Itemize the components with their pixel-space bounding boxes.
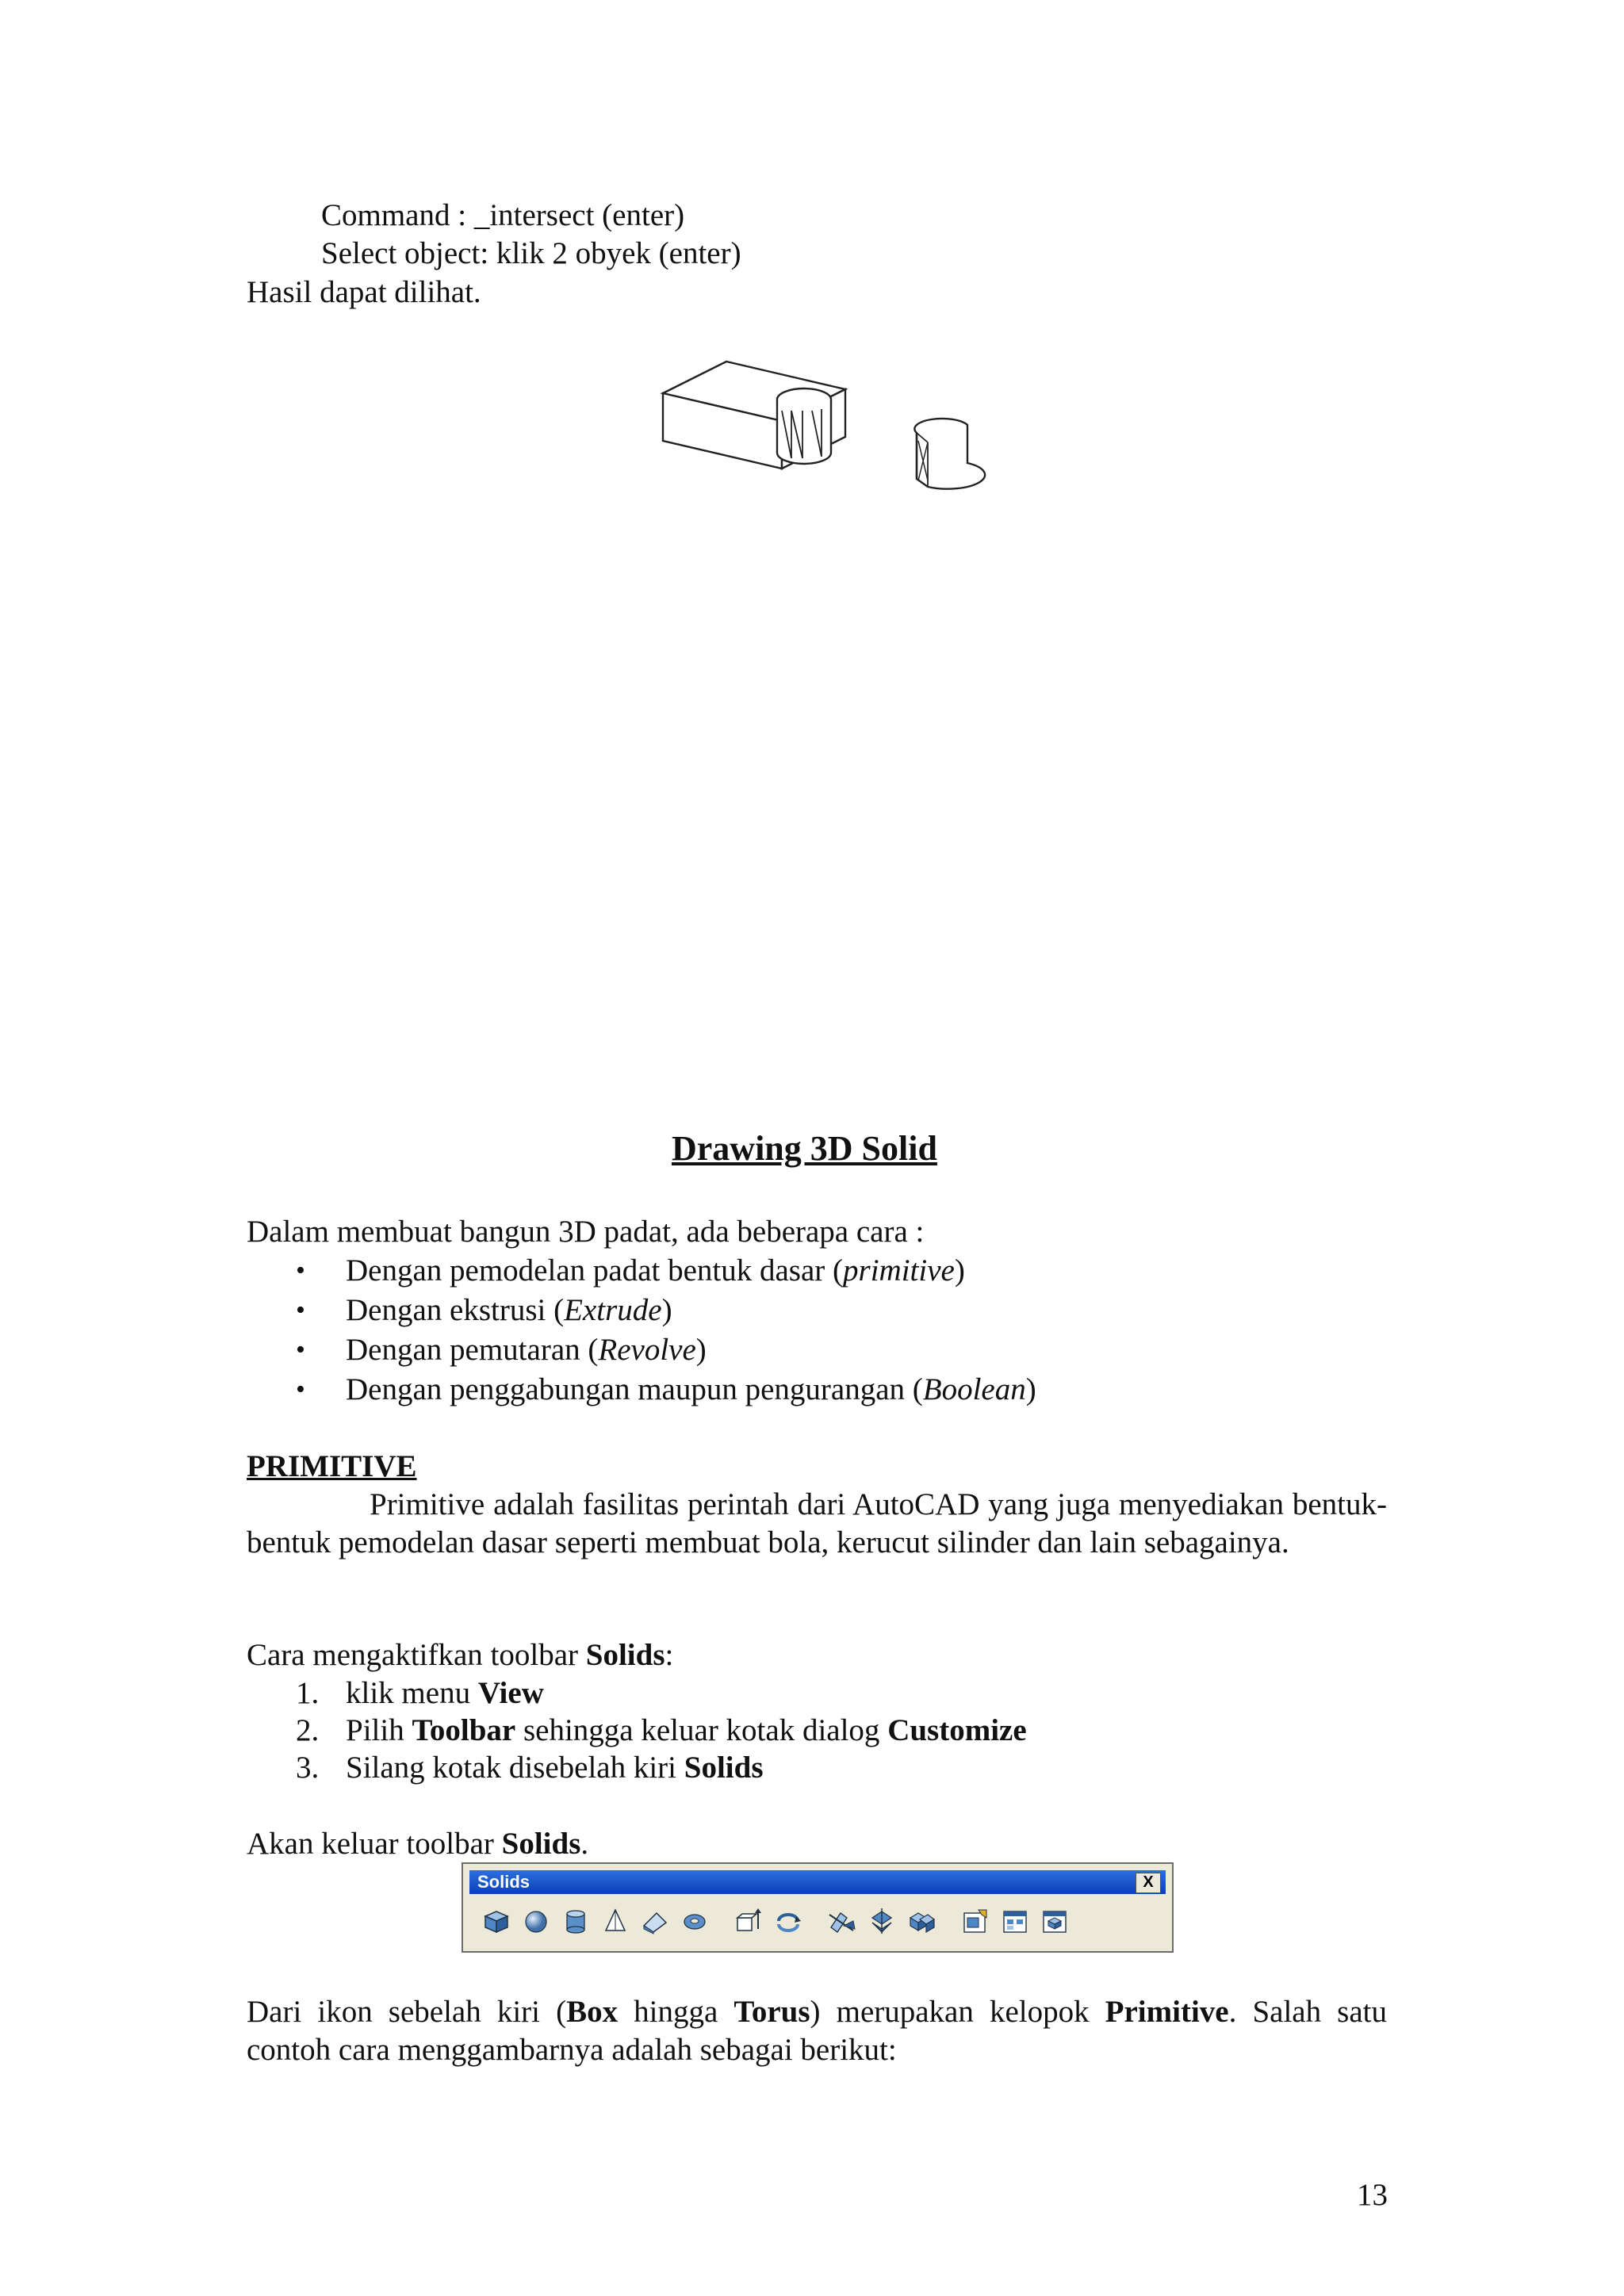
list-item: • Dengan pemutaran (Revolve): [247, 1330, 1036, 1370]
page-number: 13: [1357, 2178, 1388, 2212]
page-title: Drawing 3D Solid: [672, 1129, 937, 1168]
toolbar-titlebar: [469, 1870, 1166, 1894]
list-item: • Dengan penggabungan maupun pengurangan (Boolean): [247, 1370, 1036, 1410]
activation-lead: Cara mengaktifkan toolbar Solids:: [247, 1638, 674, 1672]
extrude-icon[interactable]: [733, 1905, 764, 1937]
wedge-icon[interactable]: [639, 1905, 671, 1937]
methods-list: [247, 1251, 1036, 1410]
revolve-icon[interactable]: [772, 1905, 804, 1937]
setup-profile-icon[interactable]: [1039, 1905, 1071, 1937]
list-item: • Dengan pemodelan padat bentuk dasar (primitive): [247, 1251, 1036, 1291]
cone-icon[interactable]: [599, 1905, 631, 1937]
box-icon[interactable]: [481, 1905, 512, 1937]
section-icon[interactable]: [866, 1905, 898, 1937]
setup-drawing-icon[interactable]: [959, 1905, 991, 1937]
sphere-icon[interactable]: [520, 1905, 552, 1937]
intersect-drawing: [655, 354, 988, 496]
close-button[interactable]: X: [1136, 1873, 1161, 1893]
list-item: 1. klik menu View: [296, 1676, 544, 1710]
steps-list: [247, 1674, 1027, 1786]
command-line: Command : _intersect (enter): [321, 198, 685, 232]
result-line: Hasil dapat dilihat.: [247, 275, 481, 309]
primitive-paragraph: Primitive adalah fasilitas perintah dari AutoCAD yang juga menyediakan bentuk-bentuk pemodelan dasar seperti membuat bola, kerucut silinder dan lain sebagainya.: [247, 1487, 1387, 1559]
toolbar-intro: Akan keluar toolbar Solids.: [247, 1827, 589, 1861]
list-item: 2. Pilih Toolbar sehingga keluar kotak dialog Customize: [296, 1713, 1027, 1747]
torus-icon[interactable]: [679, 1905, 710, 1937]
primitive-heading: PRIMITIVE: [247, 1449, 417, 1483]
list-item: 3. Silang kotak disebelah kiri Solids: [296, 1751, 764, 1785]
setup-view-icon[interactable]: [999, 1905, 1031, 1937]
interfere-icon[interactable]: [906, 1905, 937, 1937]
slice-icon[interactable]: [826, 1905, 858, 1937]
cylinder-icon[interactable]: [560, 1905, 592, 1937]
closing-paragraph: Dari ikon sebelah kiri (Box hingga Torus) merupakan kelopok Primitive. Salah satu contoh cara menggambarnya adalah sebagai berikut:: [247, 1995, 1387, 2067]
toolbar-title: Solids: [477, 1872, 530, 1892]
select-object-line: Select object: klik 2 obyek (enter): [321, 236, 741, 270]
solids-toolbar: [462, 1862, 1174, 1953]
intro-text: Dalam membuat bangun 3D padat, ada beberapa cara :: [247, 1215, 925, 1249]
list-item: • Dengan ekstrusi (Extrude): [247, 1291, 1036, 1330]
